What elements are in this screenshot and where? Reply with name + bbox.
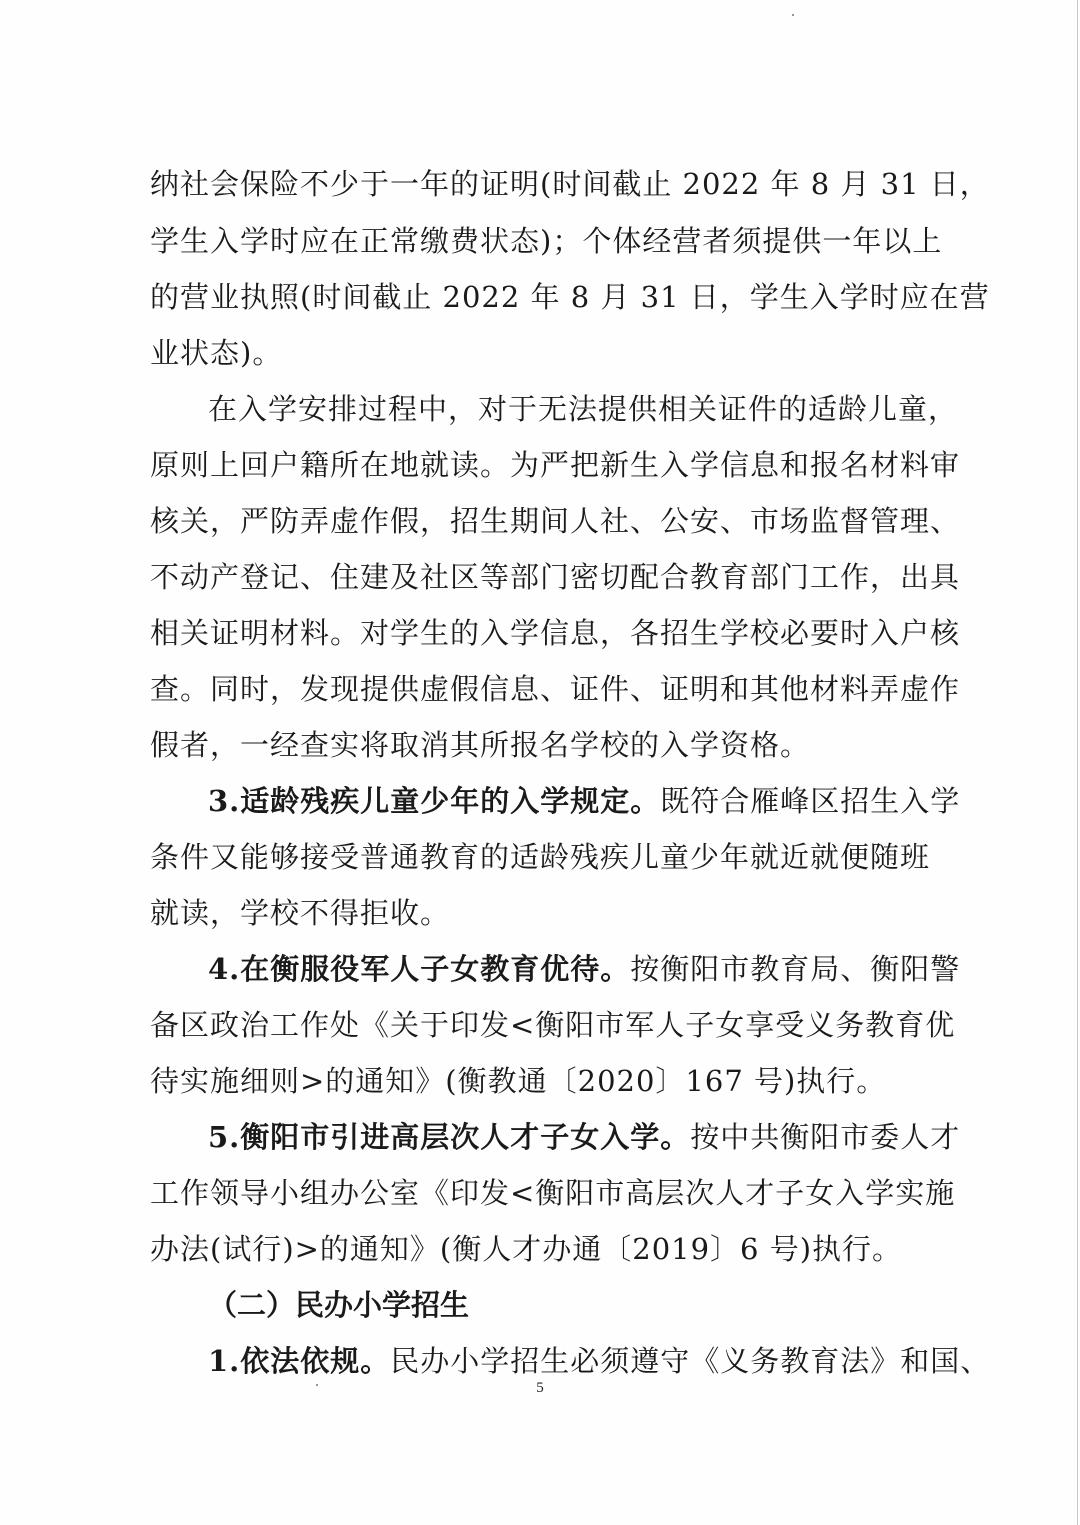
page-number: 5 [536,1380,544,1396]
paragraph-first-line: 在入学安排过程中，对于无法提供相关证件的适龄儿童， [208,392,959,426]
body-line: 原则上回户籍所在地就读。为严把新生入学信息和报名材料审 [150,448,961,482]
item-3-title: 3.适龄残疾儿童少年的入学规定。 [208,784,661,818]
body-line: 纳社会保险不少于一年的证明(时间截止 2022 年 8 月 31 日， [150,167,990,201]
item-b1-first-line [208,1341,991,1381]
item-3-first-line [208,781,961,821]
body-line: 就读，学校不得拒收。 [150,896,451,930]
body-line: 核关，严防弄虚作假，招生期间人社、公安、市场监督管理、 [150,504,961,538]
body-line: 学生入学时应在正常缴费状态)；个体经营者须提供一年以上 [150,224,943,258]
body-line: 查。同时，发现提供虚假信息、证件、证明和其他材料弄虚作 [150,672,961,706]
body-line: 备区政治工作处《关于印发<衡阳市军人子女享受义务教育优 [150,1008,956,1042]
item-4-title: 4.在衡服役军人子女教育优待。 [208,952,631,986]
item-4-text: 按衡阳市教育局、衡阳警 [630,952,961,986]
item-5-title: 5.衡阳市引进高层次人才子女入学。 [208,1120,691,1154]
scan-edge-line [1077,0,1078,1525]
section-heading: （二）民办小学招生 [208,1288,470,1322]
body-line: 不动产登记、住建及社区等部门密切配合教育部门工作，出具 [150,560,961,594]
body-line: 待实施细则>的通知》(衡教通〔2020〕167 号)执行。 [150,1064,887,1098]
item-3-text: 既符合雁峰区招生入学 [660,784,961,818]
item-5-text: 按中共衡阳市委人才 [690,1120,961,1154]
scan-speck [316,1384,318,1386]
body-line: 业状态)。 [150,336,283,370]
body-line: 的营业执照(时间截止 2022 年 8 月 31 日，学生入学时应在营 [150,280,990,314]
body-line: 办法(试行)>的通知》(衡人才办通〔2019〕6 号)执行。 [150,1232,903,1266]
item-5-first-line [208,1117,961,1157]
body-line: 条件又能够接受普通教育的适龄残疾儿童少年就近就便随班 [150,840,931,874]
scan-speck [792,14,794,16]
item-b1-title: 1.依法依规。 [208,1344,391,1378]
body-line: 假者，一经查实将取消其所报名学校的入学资格。 [150,728,811,762]
item-b1-text: 民办小学招生必须遵守《义务教育法》和国、 [390,1344,991,1378]
body-line: 工作领导小组办公室《印发<衡阳市高层次人才子女入学实施 [150,1176,956,1210]
item-4-first-line [208,949,961,989]
body-line: 相关证明材料。对学生的入学信息，各招生学校必要时入户核 [150,616,961,650]
